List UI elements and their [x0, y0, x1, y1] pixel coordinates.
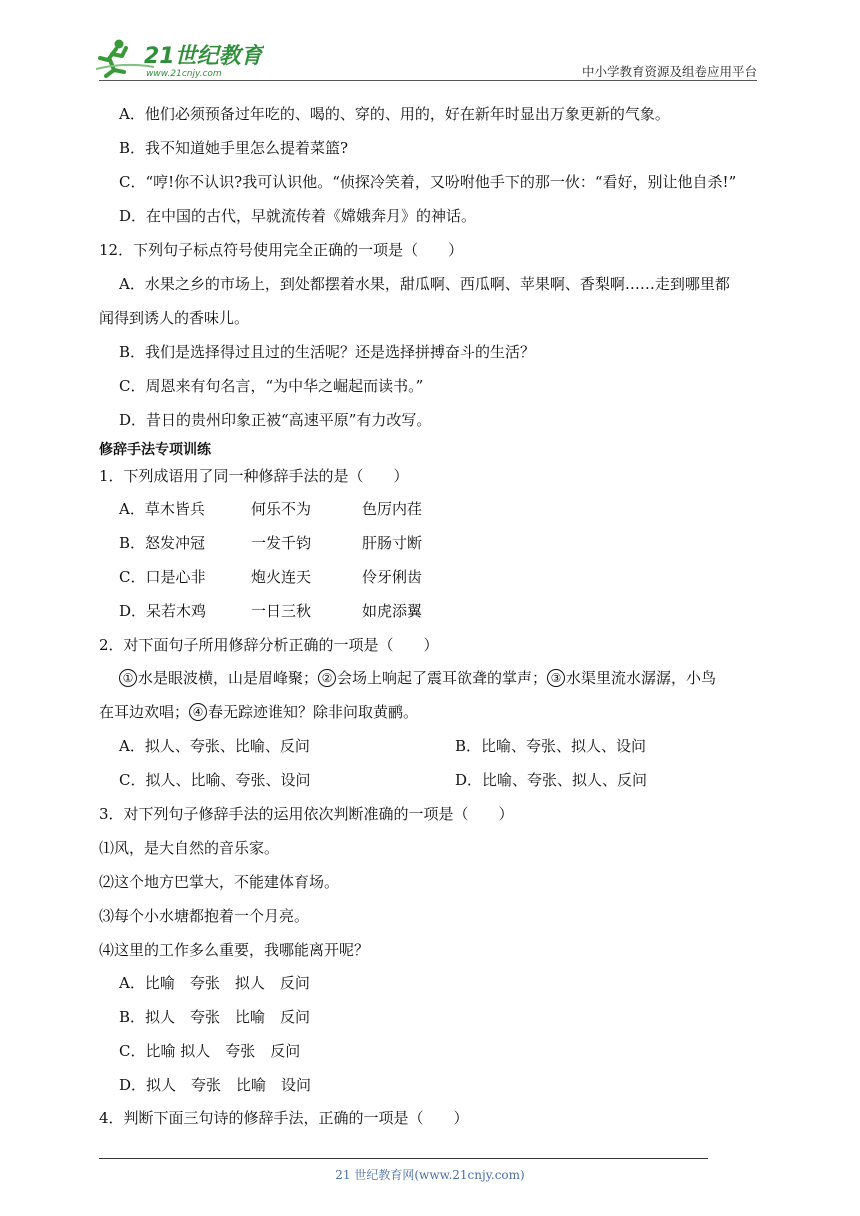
- rq3-option-a: A．比喻 夸张 拟人 反问: [119, 974, 310, 992]
- rq1-row-b-col2: 一发千钧: [251, 534, 312, 552]
- rq2-option-c: C．拟人、比喻、夸张、设问: [119, 771, 311, 789]
- rq1-row-b-col3: 肝肠寸断: [362, 534, 423, 552]
- rq2-option-d: D．比喻、夸张、拟人、反问: [455, 771, 648, 789]
- header-rule: [99, 80, 757, 81]
- q12-option-a: A．水果之乡的市场上，到处都摆着水果，甜瓜啊、西瓜啊、苹果啊、香梨啊……走到哪里都: [119, 275, 730, 293]
- q11-option-a: A．他们必须预备过年吃的、喝的、穿的、用的，好在新年时显出万象更新的气象。: [119, 105, 670, 123]
- rq1-stem: 1．下列成语用了同一种修辞手法的是（ ）: [99, 467, 409, 485]
- rq4-stem: 4．判断下面三句诗的修辞手法，正确的一项是（ ）: [99, 1109, 469, 1127]
- q12-option-a-cont: 闻得到诱人的香味儿。: [99, 309, 250, 327]
- rq3-sentence-3: ⑶每个小水塘都抱着一个月亮。: [99, 907, 310, 925]
- circled-marker-3: ③: [547, 669, 565, 687]
- q12-stem: 12．下列句子标点符号使用完全正确的一项是（ ）: [99, 241, 464, 259]
- footer-text: 21 世纪教育网(www.21cnjy.com): [335, 1168, 525, 1182]
- rq1-row-b-col1: B．怒发冲冠: [119, 534, 206, 552]
- rq2-option-a: A．拟人、夸张、比喻、反问: [119, 737, 310, 755]
- section-title: 修辞手法专项训练: [99, 442, 211, 458]
- rq2-sentence-3: 水渠里流水潺潺，小鸟: [566, 669, 717, 687]
- rq1-row-a-col2: 何乐不为: [251, 500, 312, 518]
- rq2-option-b: B．比喻、夸张、拟人、设问: [455, 737, 647, 755]
- rq1-row-c-col2: 炮火连天: [251, 568, 312, 586]
- rq2-passage-line1: [119, 668, 716, 688]
- circled-marker-2: ②: [318, 669, 336, 687]
- q12-option-c: C．周恩来有句名言，“为中华之崛起而读书。”: [119, 377, 424, 395]
- q11-option-c: C．“哼!你不认识?我可认识他。“侦探冷笑着，又吩咐他手下的那一伙：“看好，别让他自杀!”: [119, 173, 737, 191]
- rq3-stem: 3．对下列句子修辞手法的运用依次判断准确的一项是（ ）: [99, 805, 514, 823]
- rq1-row-d-col3: 如虎添翼: [362, 602, 423, 620]
- q12-option-b: B．我们是选择得过且过的生活呢？还是选择拼搏奋斗的生活？: [119, 343, 536, 361]
- rq3-sentence-2: ⑵这个地方巴掌大，不能建体育场。: [99, 873, 340, 891]
- q11-option-d: D．在中国的古代，早就流传着《嫦娥奔月》的神话。: [119, 207, 477, 225]
- circled-marker-1: ①: [119, 669, 137, 687]
- rq3-option-b: B．拟人 夸张 比喻 反问: [119, 1008, 311, 1026]
- rq3-sentence-1: ⑴风，是大自然的音乐家。: [99, 839, 280, 857]
- rq3-sentence-4: ⑷这里的工作多么重要，我哪能离开呢？: [99, 941, 370, 959]
- rq1-row-d-col2: 一日三秋: [251, 602, 312, 620]
- rq1-row-d-col1: D．呆若木鸡: [119, 602, 207, 620]
- circled-marker-4: ④: [189, 703, 207, 721]
- header-platform-text: 中小学教育资源及组卷应用平台: [581, 64, 757, 79]
- rq2-sentence-4: 春无踪迹谁知？除非问取黄鹂。: [208, 703, 419, 721]
- rq3-option-c: C．比喻 拟人 夸张 反问: [119, 1042, 301, 1060]
- rq1-row-a-col1: A．草木皆兵: [119, 500, 205, 518]
- rq2-stem: 2．对下面句子所用修辞分析正确的一项是（ ）: [99, 636, 439, 654]
- logo-url: www.21cnjy.com: [146, 69, 222, 79]
- rq2-passage-line2: [99, 702, 418, 722]
- q12-option-d: D．昔日的贵州印象正被“高速平原”有力改写。: [119, 411, 432, 429]
- q11-option-b: B．我不知道她手里怎么提着菜篮?: [119, 139, 349, 157]
- logo-text: 21世纪教育: [144, 44, 263, 69]
- rq3-option-d: D．拟人 夸张 比喻 设问: [119, 1076, 312, 1094]
- rq2-sentence-3-cont: 在耳边欢唱；: [99, 703, 190, 721]
- rq1-row-c-col1: C．口是心非: [119, 568, 206, 586]
- site-logo: [94, 36, 264, 80]
- rq2-sentence-1: 水是眼波横，山是眉峰聚；: [138, 669, 319, 687]
- rq1-row-c-col3: 伶牙俐齿: [362, 568, 423, 586]
- footer-rule: [99, 1158, 708, 1159]
- rq2-sentence-2: 会场上响起了震耳欲聋的掌声；: [337, 669, 548, 687]
- rq1-row-a-col3: 色厉内荏: [362, 500, 423, 518]
